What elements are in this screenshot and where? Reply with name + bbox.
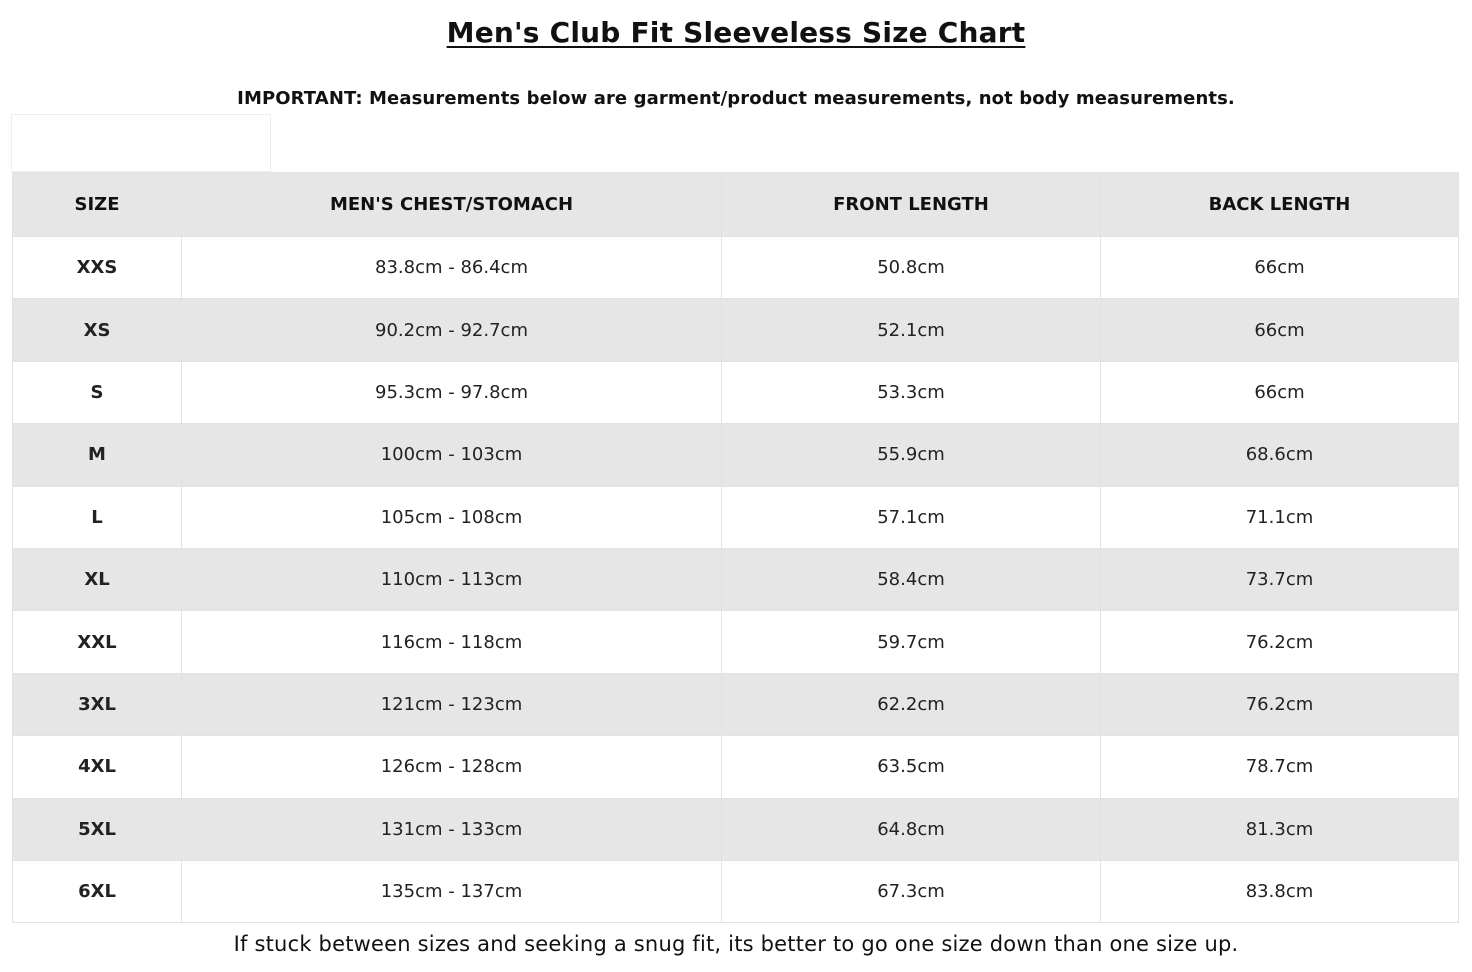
table-row [13,486,1459,548]
chest-cell: 126cm - 128cm [182,736,722,798]
front-length-cell: 59.7cm [722,611,1101,673]
size-cell: XXL [13,611,182,673]
back-length-cell: 76.2cm [1101,673,1459,735]
back-length-cell: 81.3cm [1101,798,1459,860]
size-cell: M [13,424,182,486]
size-cell: L [13,486,182,548]
chest-cell: 90.2cm - 92.7cm [182,299,722,361]
column-header-back-length: BACK LENGTH [1101,173,1459,237]
size-cell: XXS [13,237,182,299]
table-row [13,299,1459,361]
size-cell: XL [13,548,182,610]
size-chart-table [12,172,1459,923]
chest-cell: 116cm - 118cm [182,611,722,673]
size-cell: 4XL [13,736,182,798]
size-cell: 3XL [13,673,182,735]
back-length-cell: 66cm [1101,361,1459,423]
front-length-cell: 64.8cm [722,798,1101,860]
table-row [13,237,1459,299]
back-length-cell: 76.2cm [1101,611,1459,673]
table-row [13,424,1459,486]
empty-cell-box [11,114,271,172]
column-header-size: SIZE [13,173,182,237]
table-row [13,611,1459,673]
back-length-cell: 78.7cm [1101,736,1459,798]
size-cell: XS [13,299,182,361]
chest-cell: 100cm - 103cm [182,424,722,486]
front-length-cell: 55.9cm [722,424,1101,486]
front-length-cell: 57.1cm [722,486,1101,548]
table-row [13,860,1459,922]
front-length-cell: 53.3cm [722,361,1101,423]
front-length-cell: 52.1cm [722,299,1101,361]
column-header-chest: MEN'S CHEST/STOMACH [182,173,722,237]
table-row [13,798,1459,860]
back-length-cell: 66cm [1101,237,1459,299]
important-note: IMPORTANT: Measurements below are garment/product measurements, not body measurements. [237,88,1235,109]
back-length-cell: 83.8cm [1101,860,1459,922]
front-length-cell: 58.4cm [722,548,1101,610]
size-cell: 5XL [13,798,182,860]
column-header-front-length: FRONT LENGTH [722,173,1101,237]
back-length-cell: 73.7cm [1101,548,1459,610]
table-header-row [13,173,1459,237]
back-length-cell: 66cm [1101,299,1459,361]
chest-cell: 95.3cm - 97.8cm [182,361,722,423]
table-row [13,548,1459,610]
chest-cell: 135cm - 137cm [182,860,722,922]
front-length-cell: 50.8cm [722,237,1101,299]
chest-cell: 105cm - 108cm [182,486,722,548]
chest-cell: 121cm - 123cm [182,673,722,735]
back-length-cell: 71.1cm [1101,486,1459,548]
size-cell: 6XL [13,860,182,922]
footnote: If stuck between sizes and seeking a snug fit, its better to go one size down than one size up. [233,932,1239,956]
chest-cell: 83.8cm - 86.4cm [182,237,722,299]
table-row [13,361,1459,423]
front-length-cell: 67.3cm [722,860,1101,922]
front-length-cell: 62.2cm [722,673,1101,735]
front-length-cell: 63.5cm [722,736,1101,798]
table-row [13,673,1459,735]
back-length-cell: 68.6cm [1101,424,1459,486]
table-row [13,736,1459,798]
size-cell: S [13,361,182,423]
chest-cell: 131cm - 133cm [182,798,722,860]
page-title: Men's Club Fit Sleeveless Size Chart [446,16,1026,49]
chest-cell: 110cm - 113cm [182,548,722,610]
